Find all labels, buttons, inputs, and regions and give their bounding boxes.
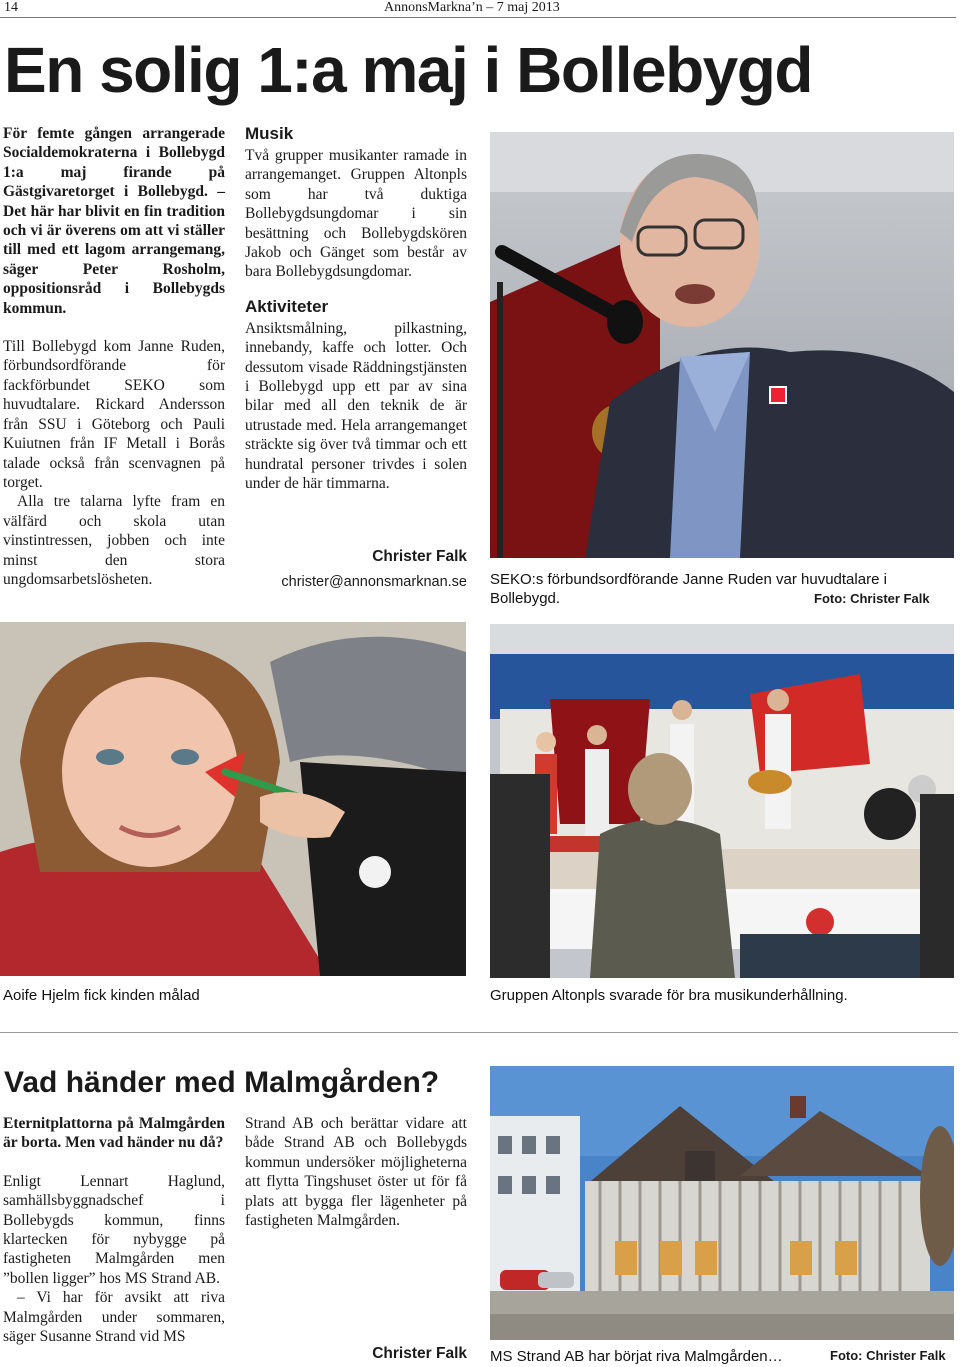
article-lead: Eternitplattorna på Malmgården är borta. Men vad händer nu då? <box>3 1115 225 1152</box>
article-paragraph: Två grupper musikanter ramade in arrangemanget. Gruppen Altonpls som har två duktiga Bollebygdsungdomar i sin besättning och Bollebygdskören Jakob och Gänget som består av bara Bollebygdsungdomar. <box>245 147 467 281</box>
article-paragraph: Ansiktsmålning, pilkastning, innebandy, kaffe och lotter. Och dessutom visade Räddningstjänsten i Bollebygd upp ett par av sina bilar med all den teknik de är utrustade med. Hela arrangemanget sträckte sig över två timmar och ett hundratal personer trivdes i solen under de här timmarna. <box>245 319 467 493</box>
speaker-image <box>490 132 954 558</box>
article-paragraph: Enligt Lennart Haglund, samhällsbyggnadschef i Bollebygds kommun, finns klartecken för nybygge på fastigheten Malmgården men ”bollen ligger” hos MS Strand AB. <box>3 1172 225 1287</box>
photo-band <box>490 624 954 978</box>
article-column-1 <box>3 124 225 589</box>
photo-face-painting <box>0 622 466 976</box>
article-headline: En solig 1:a maj i Bollebygd <box>4 34 812 106</box>
article-paragraph: Till Bollebygd kom Janne Ruden, förbundsordförande för fackförbundet SEKO som huvudtalare. Rickard Andersson från SSU i Göteborg och Pauli Kuiutnen från IF Metall i Borås talade också från scenvagnen på torget. <box>3 338 225 491</box>
article-column-1 <box>3 1114 225 1346</box>
article-lead: För femte gången arrangerade Socialdemokraterna i Bollebygd 1:a maj firande på Gästgivaretorget i Bollebygd. –Det här har blivit en fin tradition och vi är överens om att vi ställer till med ett lagom arrangemang, säger Peter Rosholm, oppositionsråd i Bollebygds kommun. <box>3 125 225 317</box>
photo-credit: Foto: Christer Falk <box>830 1348 946 1363</box>
photo-credit: Foto: Christer Falk <box>814 591 930 606</box>
band-image <box>490 624 954 978</box>
subhead-activities: Aktiviteter <box>245 296 329 316</box>
byline: Christer Falk <box>372 548 467 565</box>
photo-caption-face-painting: Aoife Hjelm fick kinden målad <box>3 987 200 1004</box>
article-paragraph: Strand AB och berättar vidare att både Strand AB och Bollebygds kommun undersöker möjligheterna att flytta Tingshuset öster ut för få plats att bygga fler lägenheter på fastigheten Malmgården. <box>245 1115 467 1230</box>
header-rule <box>0 17 956 18</box>
photo-house <box>490 1066 954 1340</box>
article-headline: Vad händer med Malmgården? <box>4 1066 440 1099</box>
caption-text: SEKO:s förbundsordförande Janne Ruden var huvudtalare i Bollebygd. <box>490 571 887 607</box>
author-email-link[interactable]: christer@annonsmarknan.se <box>281 574 467 590</box>
section-rule <box>0 1032 958 1033</box>
byline: Christer Falk <box>372 1345 467 1362</box>
photo-speaker <box>490 132 954 558</box>
subhead-music: Musik <box>245 124 294 143</box>
article-paragraph: – Vi har för avsikt att riva Malmgården under sommaren, säger Susanne Strand vid MS <box>3 1289 225 1346</box>
photo-caption-house: MS Strand AB har börjat riva Malmgården… <box>490 1348 783 1365</box>
publication-line: AnnonsMarkna’n – 7 maj 2013 <box>384 0 560 15</box>
photo-caption-band: Gruppen Altonpls svarade för bra musikunderhållning. <box>490 987 848 1004</box>
face-painting-image <box>0 622 466 976</box>
house-image <box>490 1066 954 1340</box>
article-column-2 <box>245 124 467 494</box>
article-paragraph: Alla tre talarna lyfte fram en välfärd och skola utan vinstintressen, jobben och inte minst den stora ungdomsarbetslösheten. <box>3 493 225 588</box>
article-column-2 <box>245 1114 467 1230</box>
page-number: 14 <box>4 0 18 15</box>
